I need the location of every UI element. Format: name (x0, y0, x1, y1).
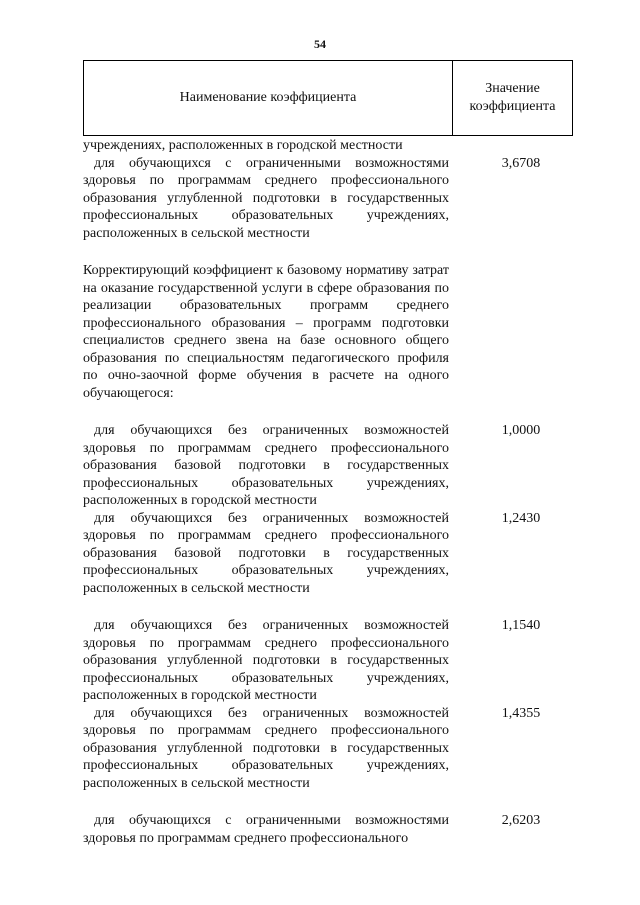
coefficient-description: для обучающихся без ограниченных возможностей здоровья по программам среднего профессионального образования базовой подготовки в государственных профессиональных образовательных учреждениях, расположенных в сельской местности (83, 510, 449, 596)
table-row (83, 510, 573, 598)
table-row (83, 422, 573, 510)
table-row (83, 812, 573, 847)
coefficient-description: для обучающихся без ограниченных возможностей здоровья по программам среднего профессионального образования углубленной подготовки в государственных профессиональных образовательных учреждениях, расположенных в городской местности (83, 618, 449, 703)
document-body (83, 137, 573, 847)
coefficient-value: 1,0000 (501, 423, 541, 438)
page-number: 54 (314, 37, 326, 51)
coefficient-value: 2,6203 (501, 813, 541, 828)
table-header (83, 60, 573, 136)
table-row (83, 705, 573, 793)
table-row (83, 155, 573, 243)
coefficient-description: для обучающихся с ограниченными возможностями здоровья по программам среднего профессионального (83, 813, 449, 846)
coefficient-value: 1,2430 (501, 510, 541, 526)
coefficient-description: для обучающихся без ограниченных возможностей здоровья по программам среднего профессионального образования углубленной подготовки в государственных профессиональных образовательных учреждениях, расположенных в сельской местности (83, 705, 449, 791)
section-heading: Корректирующий коэффициент к базовому нормативу затрат на оказание государственной услуги в сфере образования по реализации образовательных программ среднего профессионального образования – программ подготовки специалистов среднего звена на базе основного общего образования по специальностям педагогического профиля по очно-заочной форме обучения в расчете на одного обучающегося: (83, 263, 449, 401)
continuation-text: учреждениях, расположенных в городской местности (83, 138, 403, 153)
section-heading-row (83, 262, 573, 402)
table-row (83, 617, 573, 705)
table-row (83, 137, 573, 155)
coefficient-value: 1,4355 (501, 705, 541, 721)
coefficient-description: для обучающихся без ограниченных возможностей здоровья по программам среднего профессионального образования базовой подготовки в государственных профессиональных образовательных учреждениях, расположенных в городской местности (83, 423, 449, 508)
coefficient-name-header: Наименование коэффициента (84, 61, 453, 135)
coefficient-description: для обучающихся с ограниченными возможностями здоровья по программам среднего профессионального образования углубленной подготовки в государственных профессиональных образовательных учреждениях, расположенных в сельской местности (83, 155, 449, 241)
coefficient-value-header: Значение коэффициента (469, 81, 556, 114)
coefficient-value: 3,6708 (501, 155, 541, 171)
coefficient-value: 1,1540 (501, 618, 541, 633)
